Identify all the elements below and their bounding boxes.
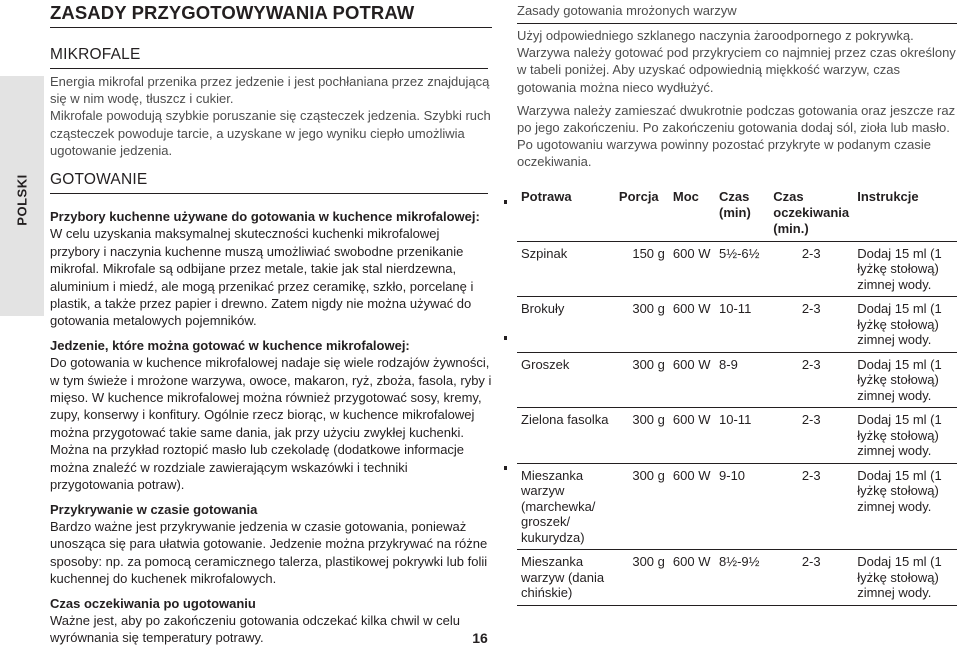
table-cell: 600 W bbox=[672, 412, 711, 428]
page-number: 16 bbox=[472, 630, 488, 646]
table-cell: 300 g bbox=[632, 467, 665, 483]
center-marker bbox=[504, 466, 507, 470]
table-cell: 2-3 bbox=[801, 245, 821, 261]
subheading-jedzenie: Jedzenie, które można gotować w kuchence mikrofalowej: bbox=[50, 337, 410, 353]
paragraph-przykrywanie: Bardzo ważne jest przykrywanie jedzenia w czasie gotowania, ponieważ unosząca się para ułatwia gotowanie. Jedzenie można przykrywać na różne sposoby: np. za pomocą ceramicznego talerza, plastikowej pokrywki lub folii kuchennej do kuchenek mikrofalowych. bbox=[50, 518, 488, 587]
center-marker bbox=[504, 336, 507, 340]
language-label: POLSKI bbox=[14, 174, 30, 226]
table-row bbox=[517, 297, 957, 353]
table-row bbox=[517, 352, 957, 408]
table-cell: Dodaj 15 ml (1 łyżkę stołową) zimnej wody. bbox=[857, 356, 942, 403]
table-cell: Mieszanka warzyw (marchewka/ groszek/ kukurydza) bbox=[521, 467, 596, 545]
table-cell: 300 g bbox=[632, 554, 665, 570]
subheading-czas-oczekiwania: Czas oczekiwania po ugotowaniu bbox=[50, 595, 256, 611]
table-cell: 2-3 bbox=[801, 356, 821, 372]
table-header-cell: Instrukcje bbox=[857, 188, 919, 204]
paragraph-przybory: W celu uzyskania maksymalnej skuteczności kuchenki mikrofalowej przybory i naczynia kuchenne muszą umożliwiać swobodne przenikanie mikrofal. Mikrofale są odbijane przez metale, takie jak stal nierdzewna, aluminium i miedź, ale mogą przenikać przez ceramikę, szkło, porcelanę i plastik, a także przez papier i drewno. Zatem nigdy nie można używać do gotowania metalowych pojemników. bbox=[50, 226, 474, 329]
frozen-vegetables-paragraph-2: Warzywa należy zamieszać dwukrotnie podczas gotowania oraz jeszcze raz po jego zakończeniu. Po zakończeniu gotowania dodaj sól, zioła lub masło. Po ugotowaniu warzywa powinny pozostać przykryte w podanym czasie oczekiwania. bbox=[517, 102, 956, 170]
table-header-cell: Moc bbox=[672, 188, 699, 204]
table-cell: 300 g bbox=[632, 301, 665, 317]
table-cell: 9-10 bbox=[719, 467, 746, 483]
page-title: ZASADY PRZYGOTOWYWANIA POTRAW bbox=[50, 0, 492, 28]
table-cell: Dodaj 15 ml (1 łyżkę stołową) zimnej wody. bbox=[857, 467, 942, 514]
mikrofale-paragraph-2: Mikrofale powodują szybkie poruszanie się cząsteczek jedzenia. Szybki ruch cząsteczek powoduje tarcie, a uzyskane w jego wyniku ciepło umożliwia ugotowanie jedzenia. bbox=[50, 108, 491, 158]
table-cell: Groszek bbox=[521, 356, 570, 372]
table-header-cell: Porcja bbox=[618, 188, 659, 204]
table-cell: 150 g bbox=[632, 245, 665, 261]
table-cell: 2-3 bbox=[801, 301, 821, 317]
table-row bbox=[517, 408, 957, 464]
section-divider bbox=[50, 68, 488, 69]
table-cell: 600 W bbox=[672, 301, 711, 317]
table-cell: Szpinak bbox=[521, 245, 568, 261]
table-cell: 2-3 bbox=[801, 554, 821, 570]
table-cell: 5½-6½ bbox=[719, 245, 760, 261]
table-cell: Dodaj 15 ml (1 łyżkę stołową) zimnej wody. bbox=[857, 301, 942, 348]
table-header-row bbox=[517, 187, 957, 242]
table-cell: 2-3 bbox=[801, 412, 821, 428]
table-row bbox=[517, 550, 957, 606]
table-cell: 600 W bbox=[672, 356, 711, 372]
table-cell: 600 W bbox=[672, 467, 711, 483]
table-cell: 600 W bbox=[672, 245, 711, 261]
table-cell: Dodaj 15 ml (1 łyżkę stołową) zimnej wody. bbox=[857, 245, 942, 292]
table-cell: 300 g bbox=[632, 412, 665, 428]
subheading-przykrywanie: Przykrywanie w czasie gotowania bbox=[50, 501, 258, 517]
cooking-table bbox=[517, 187, 957, 606]
table-cell: 8½-9½ bbox=[719, 554, 760, 570]
left-column bbox=[50, 0, 492, 647]
frozen-vegetables-paragraph-1: Użyj odpowiedniego szklanego naczynia żaroodpornego z pokrywką. Warzywa należy gotować pod przykryciem co najmniej przez czas określony w tabeli poniżej. Aby uzyskać odpowiednią miękkość warzyw, czas gotowania można nieco wydłużyć. bbox=[517, 28, 956, 95]
table-cell: 8-9 bbox=[719, 356, 738, 372]
table-row bbox=[517, 463, 957, 550]
table-cell: 300 g bbox=[632, 356, 665, 372]
frozen-vegetables-heading: Zasady gotowania mrożonych warzyw bbox=[517, 2, 957, 24]
table-cell: Zielona fasolka bbox=[521, 412, 609, 428]
center-marker bbox=[504, 200, 507, 204]
mikrofale-paragraph-1: Energia mikrofal przenika przez jedzenie i jest pochłaniana przez znajdującą się w nim wodę, tłuszcz i cukier. bbox=[50, 74, 490, 107]
table-cell: 10-11 bbox=[719, 301, 752, 317]
paragraph-czas-oczekiwania: Ważne jest, aby po zakończeniu gotowania odczekać kilka chwil w celu wyrównania się temperatury potrawy. bbox=[50, 612, 460, 646]
table-cell: 10-11 bbox=[719, 412, 752, 428]
table-row bbox=[517, 241, 957, 297]
table-header-cell: Czas (min) bbox=[719, 188, 751, 220]
section-heading-mikrofale: MIKROFALE bbox=[50, 46, 141, 63]
table-cell: 2-3 bbox=[801, 467, 821, 483]
table-cell: 600 W bbox=[672, 554, 711, 570]
subheading-przybory: Przybory kuchenne używane do gotowania w kuchence mikrofalowej: bbox=[50, 209, 480, 225]
table-cell: Dodaj 15 ml (1 łyżkę stołową) zimnej wody. bbox=[857, 412, 942, 459]
table-header-cell: Potrawa bbox=[521, 188, 572, 204]
paragraph-jedzenie: Do gotowania w kuchence mikrofalowej nadaje się wiele rodzajów żywności, w tym świeże i mrożone warzywa, owoce, makaron, ryż, zboża, fasola, ryby i mięso. W kuchence mikrofalowej można również przygotować sosy, kremy, zupy, konserwy i konfitury. Ogólnie rzecz biorąc, w kuchence mikrofalowej można przygotować takie same dania, jak przy użyciu zwykłej kuchenki. Można na przykład roztopić masło lub czekoladę (dodatkowe informacje można znaleźć w rozdziale zawierającym wskazówki i techniki przygotowania potraw). bbox=[50, 355, 492, 493]
language-side-tab bbox=[0, 76, 44, 316]
table-cell: Dodaj 15 ml (1 łyżkę stołową) zimnej wody. bbox=[857, 554, 942, 601]
table-cell: Mieszanka warzyw (dania chińskie) bbox=[521, 554, 605, 601]
table-cell: Brokuły bbox=[521, 301, 565, 317]
table-header-cell: Czas oczekiwania (min.) bbox=[773, 188, 850, 236]
right-column bbox=[517, 0, 957, 606]
section-heading-gotowanie: GOTOWANIE bbox=[50, 171, 148, 189]
